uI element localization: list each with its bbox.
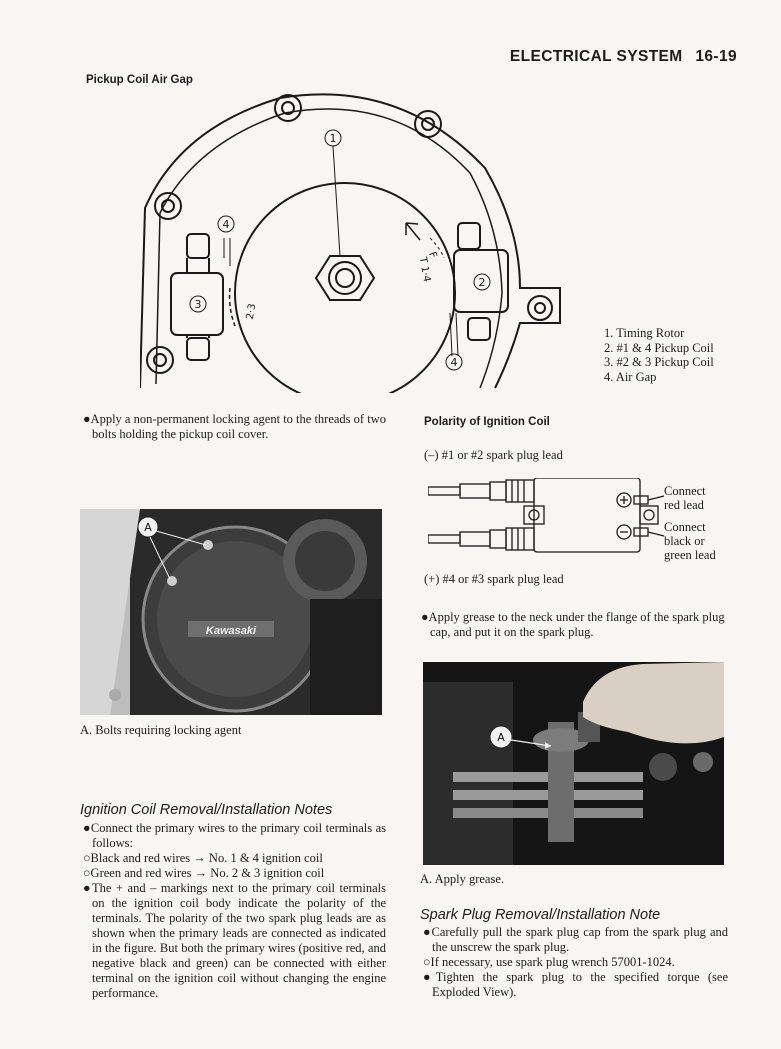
note-item: ●Connect the primary wires to the primary coil terminals as follows: — [83, 821, 386, 850]
photo-brand: Kawasaki — [205, 625, 257, 637]
note-item: ○Green and red wires → No. 2 & 3 ignition coil — [83, 866, 325, 880]
pickup-coil-diagram — [140, 88, 565, 393]
note-item: ○If necessary, use spark plug wrench 57001-1024. — [423, 955, 675, 969]
polarity-top-label: (–) #1 or #2 spark plug lead — [424, 448, 563, 462]
pickup-legend — [604, 326, 714, 384]
polarity-bottom-label: (+) #4 or #3 spark plug lead — [424, 572, 564, 586]
section-title: ELECTRICAL SYSTEM — [509, 48, 683, 65]
legend-item: 4. Air Gap — [604, 369, 657, 384]
cover-inner-outline — [156, 109, 502, 388]
ignition-coil-diagram — [428, 478, 668, 570]
cover-outline — [140, 94, 560, 388]
legend-item: 2. #1 & 4 Pickup Coil — [604, 340, 714, 355]
connect-red-label: Connect red lead — [664, 484, 706, 512]
callout-2: 2 — [478, 276, 486, 289]
callout-3: 3 — [194, 298, 202, 311]
polarity-title: Polarity of Ignition Coil — [424, 416, 550, 428]
page-number: 16-19 — [695, 48, 737, 65]
rotor-mark-t23: 2·3 — [244, 302, 259, 321]
grease-caption: A. Apply grease. — [420, 872, 505, 886]
legend-item: 3. #2 & 3 Pickup Coil — [604, 355, 714, 369]
connect-black-label: Connect black or green lead — [664, 520, 716, 562]
pickup-coil-title: Pickup Coil Air Gap — [86, 74, 193, 86]
note-item: ○Black and red wires → No. 1 & 4 ignition coil — [83, 851, 323, 865]
ignition-notes-body — [80, 821, 386, 1001]
photo-spark-plug — [423, 662, 724, 865]
photo-label-a: A — [497, 731, 505, 744]
page-header — [510, 48, 737, 66]
note-item: ●The + and – markings next to the primary coil terminals on the ignition coil body indicate the polarity of the terminals. The polarity of the two spark plug leads are as shown when the primary leads are connected as indicated in the figure. But both the primary wires (positive red, and negative black and green) can be connected with either terminal on the ignition coil without changing the engine performance. — [83, 881, 386, 1000]
photo-bolts — [80, 509, 382, 715]
callout-4-left: 4 — [222, 218, 230, 231]
photo-label-a: A — [144, 521, 152, 534]
bolts-caption: A. Bolts requiring locking agent — [80, 723, 242, 737]
coil-body — [534, 478, 640, 552]
spark-notes-body — [420, 925, 728, 1000]
boss-left-lower — [147, 347, 173, 373]
legend-item: 1. Timing Rotor — [604, 326, 685, 340]
note-item: ●Tighten the spark plug to the specified torque (see Exploded View). — [423, 970, 728, 999]
callout-1: 1 — [329, 132, 337, 145]
ignition-notes-heading: Ignition Coil Removal/Installation Notes — [80, 802, 333, 818]
boss-top — [275, 95, 301, 121]
callout-4-right: 4 — [450, 356, 458, 369]
boss-left-upper — [155, 193, 181, 219]
rotor-mark-t14: T 1·4 — [416, 256, 433, 283]
spark-notes-heading: Spark Plug Removal/Installation Note — [420, 907, 661, 923]
note-item: ●Carefully pull the spark plug cap from the spark plug and the unscrew the spark plug. — [423, 925, 728, 954]
boss-top-right — [415, 111, 441, 137]
locking-agent-note: ●Apply a non-permanent locking agent to the threads of two bolts holding the pickup coil cover. — [83, 412, 386, 441]
boss-right — [528, 296, 552, 320]
rotor-mark-f: F — [426, 250, 439, 260]
grease-note: ●Apply grease to the neck under the flange of the spark plug cap, and put it on the spark plug. — [421, 610, 725, 639]
